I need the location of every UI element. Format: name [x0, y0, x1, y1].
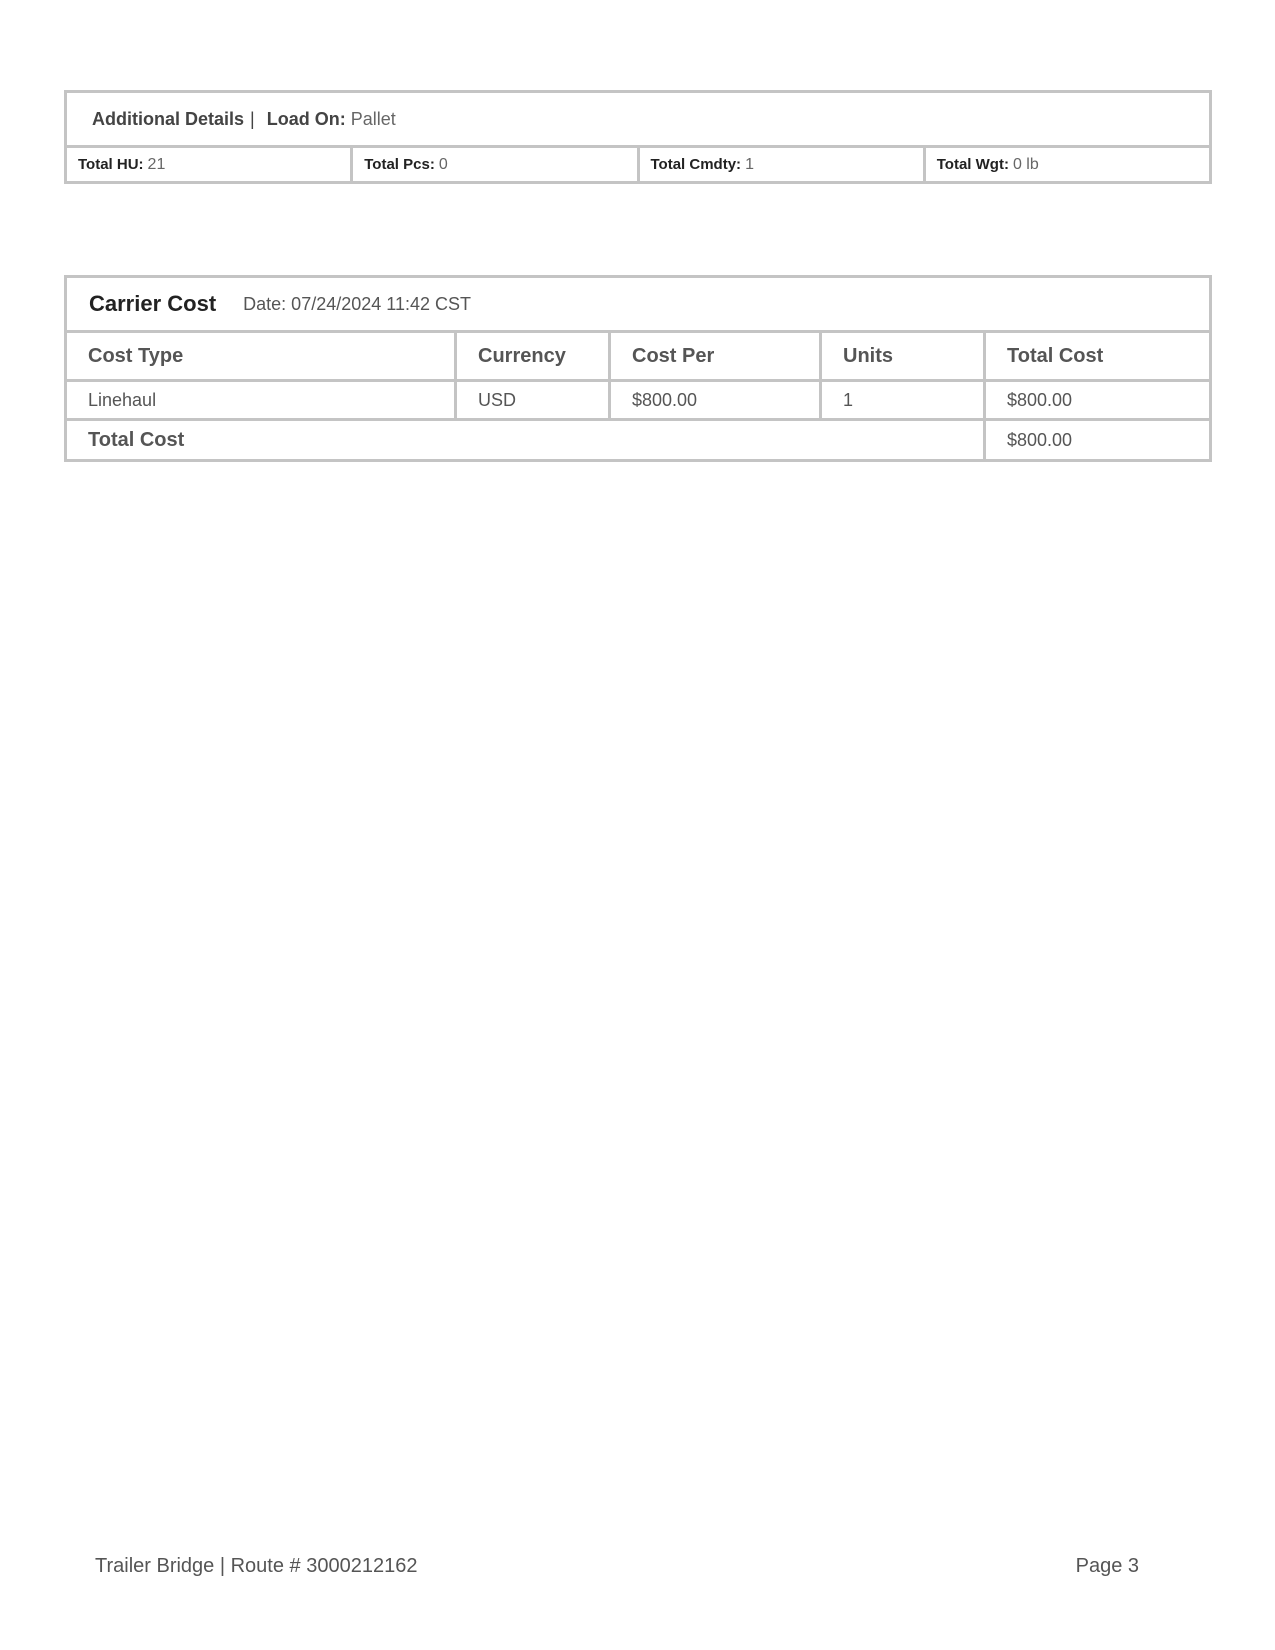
- carrier-cost-date: Date: 07/24/2024 11:42 CST: [243, 293, 471, 314]
- column-header-units: Units: [822, 333, 986, 379]
- carrier-cost-panel: [64, 275, 1212, 462]
- table-row: [67, 382, 1209, 421]
- total-wgt-cell: [926, 148, 1209, 181]
- total-wgt-value: 0 lb: [1012, 155, 1039, 173]
- header-separator: |: [250, 108, 255, 129]
- totals-row: [67, 148, 1209, 181]
- total-pcs-cell: [353, 148, 639, 181]
- column-header-cost-type: Cost Type: [67, 333, 457, 379]
- cell-cost-type: Linehaul: [67, 382, 457, 418]
- total-row: [67, 421, 1209, 459]
- total-pcs-label: Total Pcs:: [364, 156, 435, 173]
- load-on-value: Pallet: [350, 108, 396, 129]
- total-cmdty-cell: [640, 148, 926, 181]
- column-header-total-cost: Total Cost: [1007, 344, 1104, 367]
- additional-details-panel: [64, 90, 1212, 184]
- cell-cost-per: $800.00: [611, 382, 822, 418]
- cell-currency: USD: [457, 382, 611, 418]
- total-cost-value: $800.00: [1007, 429, 1073, 450]
- total-cmdty-value: 1: [745, 155, 754, 173]
- column-header-currency: Currency: [457, 333, 611, 379]
- total-pcs-value: 0: [438, 155, 448, 173]
- cost-table-header: [67, 333, 1209, 382]
- cell-total-cost: $800.00: [1007, 389, 1073, 410]
- carrier-cost-title: Carrier Cost: [89, 291, 217, 316]
- total-cmdty-label: Total Cmdty:: [650, 156, 742, 173]
- load-on-label: Load On:: [266, 108, 346, 129]
- additional-details-header: [67, 93, 1209, 148]
- cell-units: 1: [822, 382, 986, 418]
- column-header-cost-per: Cost Per: [611, 333, 822, 379]
- footer-page-number: Page 3: [1075, 1555, 1139, 1577]
- carrier-cost-header: [67, 278, 1209, 333]
- total-wgt-label: Total Wgt:: [936, 156, 1009, 173]
- additional-details-title: Additional Details: [92, 108, 245, 129]
- total-hu-label: Total HU:: [78, 156, 144, 173]
- total-hu-value: 21: [147, 155, 166, 173]
- total-hu-cell: [67, 148, 353, 181]
- total-cost-label: Total Cost: [67, 421, 986, 459]
- footer-route-info: Trailer Bridge | Route # 3000212162: [95, 1555, 418, 1577]
